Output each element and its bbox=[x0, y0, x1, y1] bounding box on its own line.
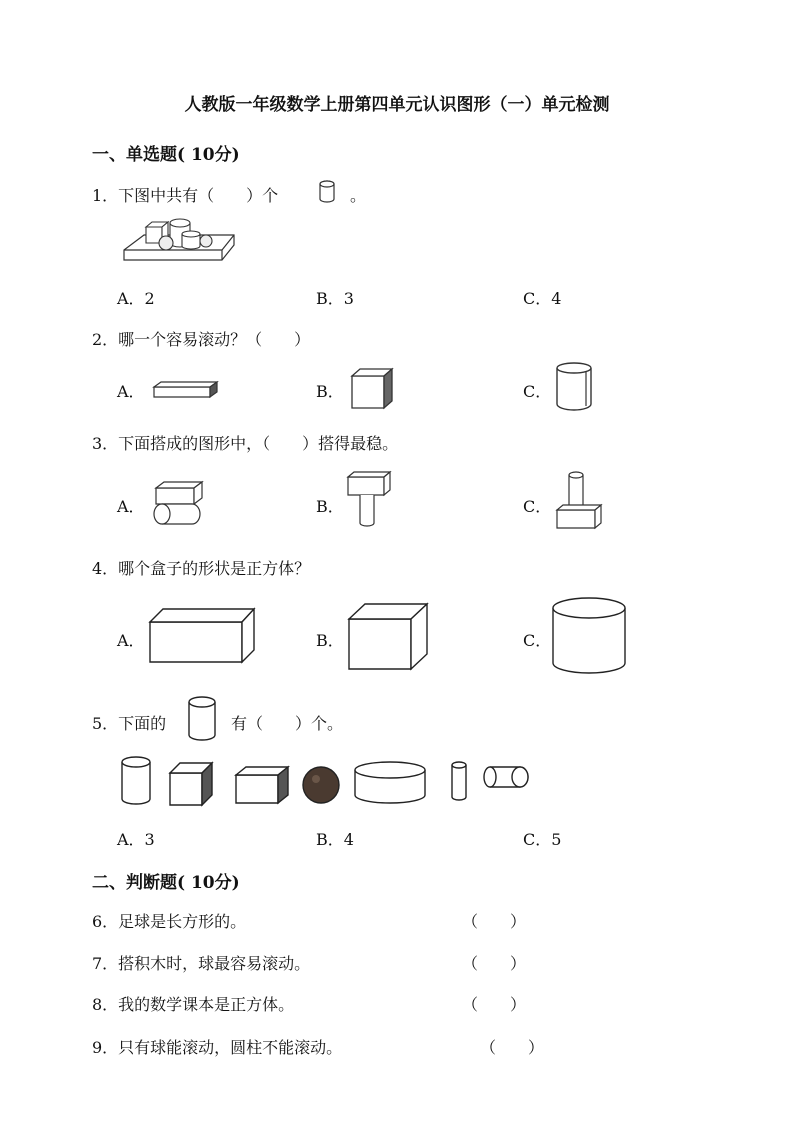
long-box-figure bbox=[149, 608, 257, 664]
q2-option-b[interactable]: B． bbox=[316, 382, 344, 401]
cuboid-on-cylinder-figure bbox=[150, 478, 205, 528]
q3-option-c[interactable]: C． bbox=[523, 497, 552, 516]
q4-option-c[interactable]: C． bbox=[523, 631, 552, 650]
section-heading-true-false: 二、判断题( 10分) bbox=[92, 873, 240, 893]
cuboid-on-thin-cylinder-figure bbox=[346, 471, 396, 529]
cylinder-icon bbox=[186, 695, 220, 745]
q4-option-b[interactable]: B． bbox=[316, 631, 344, 650]
judge-item-6-blank[interactable]: （ ） bbox=[462, 912, 527, 931]
q3-option-b[interactable]: B． bbox=[316, 497, 344, 516]
section-heading-single-choice: 一、单选题( 10分) bbox=[92, 145, 240, 165]
judge-item-7-blank[interactable]: （ ） bbox=[462, 954, 527, 973]
q1-option-b[interactable]: B．3 bbox=[316, 289, 354, 308]
question-5-prefix: 5．下面的 bbox=[92, 714, 167, 733]
question-5-suffix: 有（ ）个。 bbox=[231, 714, 344, 733]
judge-item-9-blank[interactable]: （ ） bbox=[480, 1038, 545, 1057]
q5-option-b[interactable]: B．4 bbox=[316, 830, 354, 849]
question-2-text: 2．哪一个容易滚动？（ ） bbox=[92, 330, 311, 349]
page-title: 人教版一年级数学上册第四单元认识图形（一）单元检测 bbox=[184, 95, 610, 115]
shapes-row-figure bbox=[118, 755, 538, 811]
question-4-text: 4．哪个盒子的形状是正方体？ bbox=[92, 559, 311, 578]
cylinder-box-figure bbox=[552, 597, 628, 677]
judge-item-9-text: 9．只有球能滚动，圆柱不能滚动。 bbox=[92, 1038, 343, 1057]
q2-option-a[interactable]: A． bbox=[117, 382, 145, 401]
q2-option-c[interactable]: C． bbox=[523, 382, 552, 401]
cube-box-figure bbox=[348, 603, 430, 671]
q4-option-a[interactable]: A． bbox=[117, 631, 145, 650]
cylinder-on-cuboid-figure bbox=[555, 470, 605, 532]
cylinder-figure bbox=[555, 362, 595, 412]
flat-cuboid-figure bbox=[153, 381, 219, 399]
judge-item-8-blank[interactable]: （ ） bbox=[462, 995, 527, 1014]
judge-item-7-text: 7．搭积木时，球最容易滚动。 bbox=[92, 954, 311, 973]
q1-option-c[interactable]: C．4 bbox=[523, 289, 562, 308]
block-arrangement-figure bbox=[122, 215, 237, 265]
question-1-prefix: 1．下图中共有（ ）个 bbox=[92, 186, 279, 205]
question-3-text: 3．下面搭成的图形中，（ ）搭得最稳。 bbox=[92, 434, 399, 453]
q5-option-a[interactable]: A．3 bbox=[117, 830, 155, 849]
q5-option-c[interactable]: C．5 bbox=[523, 830, 562, 849]
judge-item-8-text: 8．我的数学课本是正方体。 bbox=[92, 995, 295, 1014]
q3-option-a[interactable]: A． bbox=[117, 497, 145, 516]
q1-option-a[interactable]: A．2 bbox=[117, 289, 155, 308]
question-1-suffix: 。 bbox=[350, 186, 367, 205]
cylinder-icon bbox=[318, 180, 336, 204]
cube-figure bbox=[351, 368, 393, 410]
judge-item-6-text: 6．足球是长方形的。 bbox=[92, 912, 247, 931]
